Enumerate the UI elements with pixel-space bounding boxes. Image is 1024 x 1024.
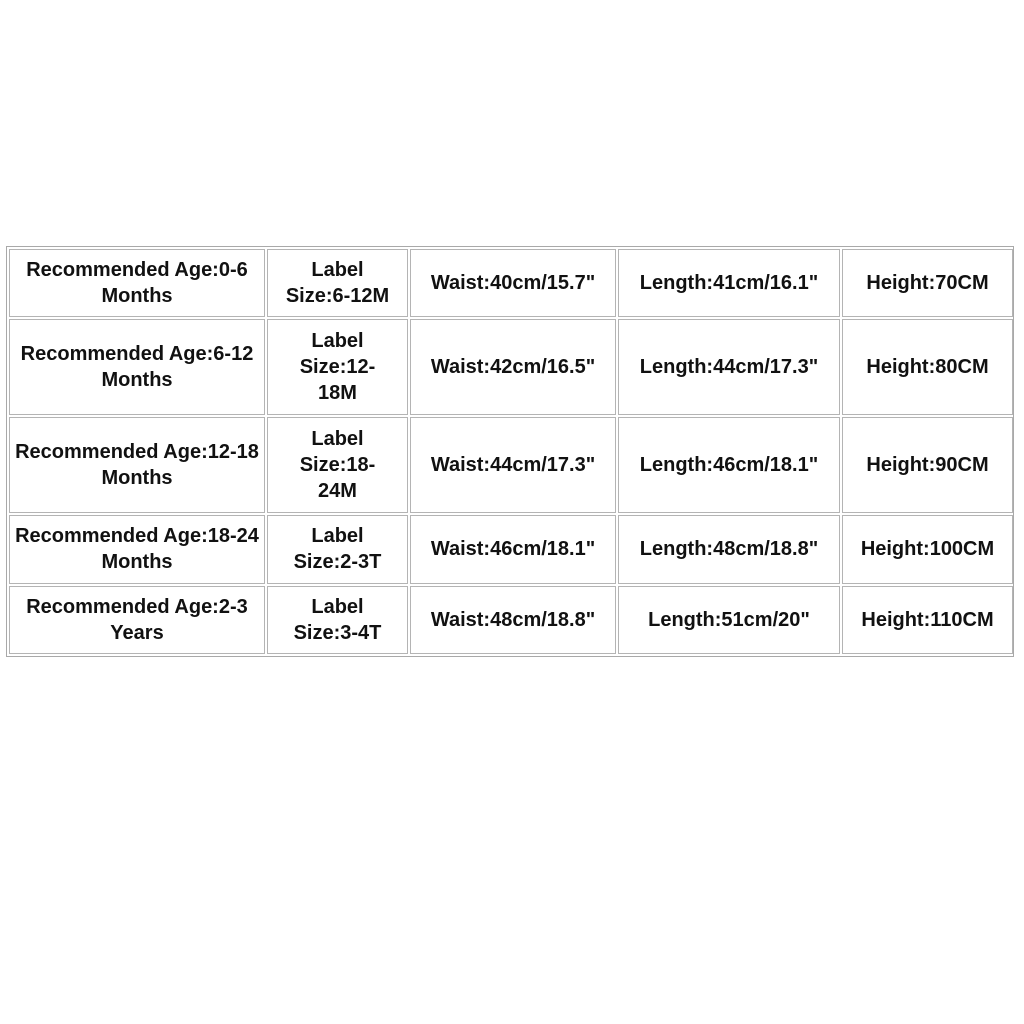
length-cell: Length:46cm/18.1"	[618, 417, 840, 513]
height-cell: Height:90CM	[842, 417, 1013, 513]
length-cell: Length:51cm/20"	[618, 586, 840, 654]
label-size-cell: Label Size:6-12M	[267, 249, 408, 317]
age-cell: Recommended Age:6-12 Months	[9, 319, 265, 415]
table-row	[9, 586, 1013, 654]
age-cell: Recommended Age:18-24 Months	[9, 515, 265, 583]
height-cell: Height:70CM	[842, 249, 1013, 317]
length-cell: Length:41cm/16.1"	[618, 249, 840, 317]
age-cell: Recommended Age:2-3 Years	[9, 586, 265, 654]
label-size-cell: Label Size:18-24M	[267, 417, 408, 513]
table-row	[9, 249, 1013, 317]
table-row	[9, 515, 1013, 583]
age-cell: Recommended Age:12-18 Months	[9, 417, 265, 513]
label-size-cell: Label Size:3-4T	[267, 586, 408, 654]
waist-cell: Waist:40cm/15.7"	[410, 249, 616, 317]
age-cell: Recommended Age:0-6 Months	[9, 249, 265, 317]
height-cell: Height:110CM	[842, 586, 1013, 654]
label-size-cell: Label Size:12-18M	[267, 319, 408, 415]
table-row	[9, 319, 1013, 415]
size-chart	[6, 246, 1014, 657]
waist-cell: Waist:48cm/18.8"	[410, 586, 616, 654]
height-cell: Height:80CM	[842, 319, 1013, 415]
waist-cell: Waist:42cm/16.5"	[410, 319, 616, 415]
height-cell: Height:100CM	[842, 515, 1013, 583]
length-cell: Length:48cm/18.8"	[618, 515, 840, 583]
table-row	[9, 417, 1013, 513]
label-size-cell: Label Size:2-3T	[267, 515, 408, 583]
size-chart-table	[7, 247, 1015, 656]
waist-cell: Waist:46cm/18.1"	[410, 515, 616, 583]
length-cell: Length:44cm/17.3"	[618, 319, 840, 415]
waist-cell: Waist:44cm/17.3"	[410, 417, 616, 513]
